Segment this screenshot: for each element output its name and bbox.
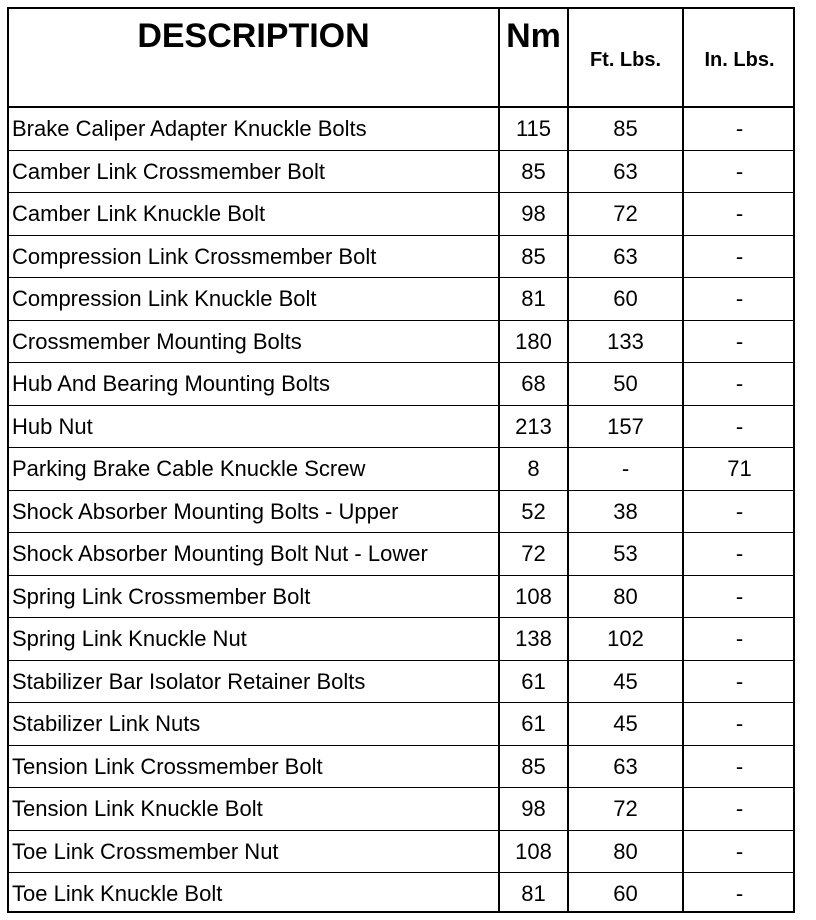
table-row — [9, 661, 793, 704]
header-in-lbs: In. Lbs. — [704, 49, 775, 71]
cell-ft-lbs: 45 — [613, 668, 638, 694]
table-row — [9, 406, 793, 449]
cell-description: Stabilizer Bar Isolator Retainer Bolts — [12, 668, 366, 694]
column-divider — [567, 9, 569, 911]
torque-spec-table — [7, 7, 795, 913]
cell-ft-lbs: 72 — [613, 201, 638, 226]
cell-in-lbs: - — [735, 711, 744, 736]
cell-description: Crossmember Mounting Bolts — [12, 328, 302, 354]
cell-description: Camber Link Knuckle Bolt — [12, 201, 266, 226]
cell-ft-lbs: 63 — [613, 243, 638, 269]
cell-description: Tension Link Crossmember Bolt — [12, 753, 323, 779]
cell-in-lbs: 71 — [727, 456, 752, 481]
cell-ft-lbs: 60 — [613, 881, 638, 906]
header-description: DESCRIPTION — [137, 17, 370, 55]
cell-ft-lbs: 80 — [613, 838, 638, 864]
cell-nm: 52 — [521, 498, 546, 524]
cell-ft-lbs: 53 — [613, 541, 638, 566]
cell-description: Toe Link Crossmember Nut — [12, 838, 279, 864]
cell-ft-lbs: 72 — [613, 796, 638, 821]
cell-ft-lbs: 45 — [613, 711, 638, 736]
cell-nm: 180 — [515, 328, 552, 354]
cell-in-lbs: - — [735, 753, 744, 779]
cell-description: Hub Nut — [12, 413, 93, 439]
cell-in-lbs: - — [735, 328, 744, 354]
table-row — [9, 448, 793, 491]
cell-in-lbs: - — [735, 498, 744, 524]
cell-description: Spring Link Knuckle Nut — [12, 626, 247, 651]
cell-ft-lbs: 63 — [613, 753, 638, 779]
table-row — [9, 873, 793, 916]
cell-in-lbs: - — [735, 668, 744, 694]
cell-description: Compression Link Knuckle Bolt — [12, 286, 317, 311]
table-row — [9, 533, 793, 576]
cell-ft-lbs: 85 — [613, 116, 638, 141]
table-row — [9, 363, 793, 406]
table-row — [9, 618, 793, 661]
cell-in-lbs: - — [735, 286, 744, 311]
cell-ft-lbs: 157 — [607, 413, 644, 439]
cell-nm: 85 — [521, 753, 546, 779]
cell-nm: 85 — [521, 158, 546, 184]
cell-nm: 85 — [521, 243, 546, 269]
column-divider — [498, 9, 500, 911]
cell-nm: 8 — [527, 456, 540, 481]
cell-in-lbs: - — [735, 371, 744, 396]
table-row — [9, 151, 793, 194]
cell-description: Parking Brake Cable Knuckle Screw — [12, 456, 366, 481]
cell-description: Compression Link Crossmember Bolt — [12, 243, 377, 269]
table-row — [9, 576, 793, 619]
cell-description: Tension Link Knuckle Bolt — [12, 796, 263, 821]
cell-nm: 81 — [521, 881, 546, 906]
cell-nm: 98 — [521, 201, 546, 226]
header-ft-lbs: Ft. Lbs. — [589, 49, 662, 71]
cell-nm: 72 — [521, 541, 546, 566]
cell-nm: 213 — [515, 413, 552, 439]
cell-description: Brake Caliper Adapter Knuckle Bolts — [12, 116, 367, 141]
cell-description: Toe Link Knuckle Bolt — [12, 881, 223, 906]
cell-in-lbs: - — [735, 626, 744, 651]
cell-in-lbs: - — [735, 243, 744, 269]
cell-description: Hub And Bearing Mounting Bolts — [12, 371, 330, 396]
cell-ft-lbs: 60 — [613, 286, 638, 311]
cell-in-lbs: - — [735, 158, 744, 184]
table-row — [9, 491, 793, 534]
table-row — [9, 788, 793, 831]
cell-nm: 108 — [515, 838, 552, 864]
cell-in-lbs: - — [735, 413, 744, 439]
table-row — [9, 278, 793, 321]
cell-nm: 61 — [521, 711, 546, 736]
cell-description: Stabilizer Link Nuts — [12, 711, 201, 736]
cell-in-lbs: - — [735, 796, 744, 821]
cell-nm: 115 — [515, 116, 552, 141]
cell-description: Camber Link Crossmember Bolt — [12, 158, 325, 184]
cell-nm: 81 — [521, 286, 546, 311]
cell-ft-lbs: 102 — [607, 626, 644, 651]
cell-nm: 98 — [521, 796, 546, 821]
table-row — [9, 108, 793, 151]
table-row — [9, 703, 793, 746]
cell-in-lbs: - — [735, 201, 744, 226]
cell-ft-lbs: - — [621, 456, 630, 481]
cell-nm: 61 — [521, 668, 546, 694]
cell-in-lbs: - — [735, 838, 744, 864]
cell-description: Shock Absorber Mounting Bolt Nut - Lower — [12, 541, 428, 566]
header-nm: Nm — [506, 17, 561, 55]
cell-ft-lbs: 63 — [613, 158, 638, 184]
column-divider — [682, 9, 684, 911]
cell-in-lbs: - — [735, 116, 744, 141]
cell-in-lbs: - — [735, 541, 744, 566]
cell-nm: 108 — [515, 583, 552, 609]
cell-ft-lbs: 50 — [613, 371, 638, 396]
cell-ft-lbs: 133 — [607, 328, 644, 354]
table-row — [9, 746, 793, 789]
cell-in-lbs: - — [735, 881, 744, 906]
cell-nm: 138 — [515, 626, 552, 651]
table-row — [9, 236, 793, 279]
cell-nm: 68 — [521, 371, 546, 396]
table-row — [9, 193, 793, 236]
table-row — [9, 321, 793, 364]
cell-ft-lbs: 80 — [613, 583, 638, 609]
cell-ft-lbs: 38 — [613, 498, 638, 524]
cell-description: Spring Link Crossmember Bolt — [12, 583, 311, 609]
table-row — [9, 831, 793, 874]
table-header — [9, 9, 793, 108]
cell-in-lbs: - — [735, 583, 744, 609]
cell-description: Shock Absorber Mounting Bolts - Upper — [12, 498, 399, 524]
